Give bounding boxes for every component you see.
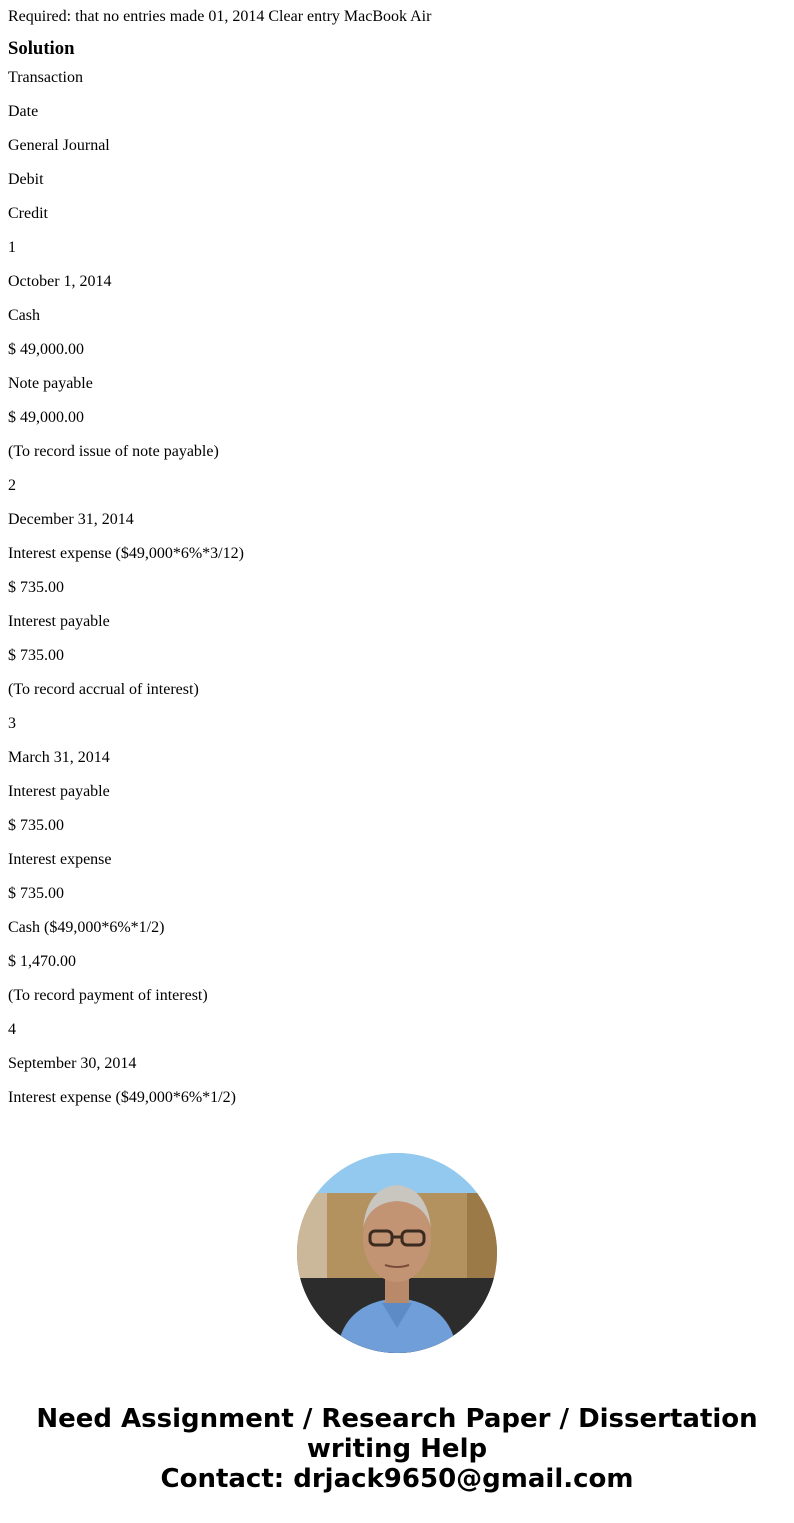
line-amount: $ 49,000.00 — [8, 409, 84, 426]
line-narration: (To record payment of interest) — [8, 987, 208, 1004]
solution-heading: Solution — [8, 38, 75, 59]
promo-contact: Contact: drjack9650@gmail.com — [160, 1464, 634, 1494]
line-amount: $ 1,470.00 — [8, 953, 76, 970]
line-transaction: Transaction — [8, 69, 83, 86]
journal-lines — [8, 69, 786, 1107]
author-photo — [297, 1153, 497, 1353]
line-transaction-number: 1 — [8, 239, 16, 256]
line-account: Note payable — [8, 375, 93, 392]
line-account: Interest payable — [8, 613, 110, 630]
line-transaction-number: 2 — [8, 477, 16, 494]
line-account: Interest expense ($49,000*6%*1/2) — [8, 1089, 236, 1106]
line-debit: Debit — [8, 171, 44, 188]
question-text: Required: that no entries made 01, 2014 Clear entry MacBook Air — [8, 8, 432, 25]
line-amount: $ 735.00 — [8, 817, 64, 834]
promo-banner — [0, 1404, 794, 1494]
line-account: Interest payable — [8, 783, 110, 800]
line-general-journal: General Journal — [8, 137, 110, 154]
line-credit: Credit — [8, 205, 48, 222]
line-narration: (To record accrual of interest) — [8, 681, 199, 698]
line-amount: $ 49,000.00 — [8, 341, 84, 358]
promo-line-2: writing Help — [306, 1434, 488, 1464]
line-transaction-number: 4 — [8, 1021, 16, 1038]
line-amount: $ 735.00 — [8, 579, 64, 596]
line-account: Interest expense — [8, 851, 112, 868]
line-narration: (To record issue of note payable) — [8, 443, 219, 460]
portrait-illustration — [297, 1153, 497, 1353]
line-date-value: March 31, 2014 — [8, 749, 110, 766]
line-amount: $ 735.00 — [8, 647, 64, 664]
line-account: Cash — [8, 307, 40, 324]
line-date: Date — [8, 103, 39, 120]
line-account: Cash ($49,000*6%*1/2) — [8, 919, 165, 936]
line-amount: $ 735.00 — [8, 885, 64, 902]
line-date-value: December 31, 2014 — [8, 511, 134, 528]
line-date-value: September 30, 2014 — [8, 1055, 137, 1072]
line-transaction-number: 3 — [8, 715, 16, 732]
promo-line-1: Need Assignment / Research Paper / Dissertation — [36, 1404, 758, 1434]
line-account: Interest expense ($49,000*6%*3/12) — [8, 545, 244, 562]
line-date-value: October 1, 2014 — [8, 273, 112, 290]
